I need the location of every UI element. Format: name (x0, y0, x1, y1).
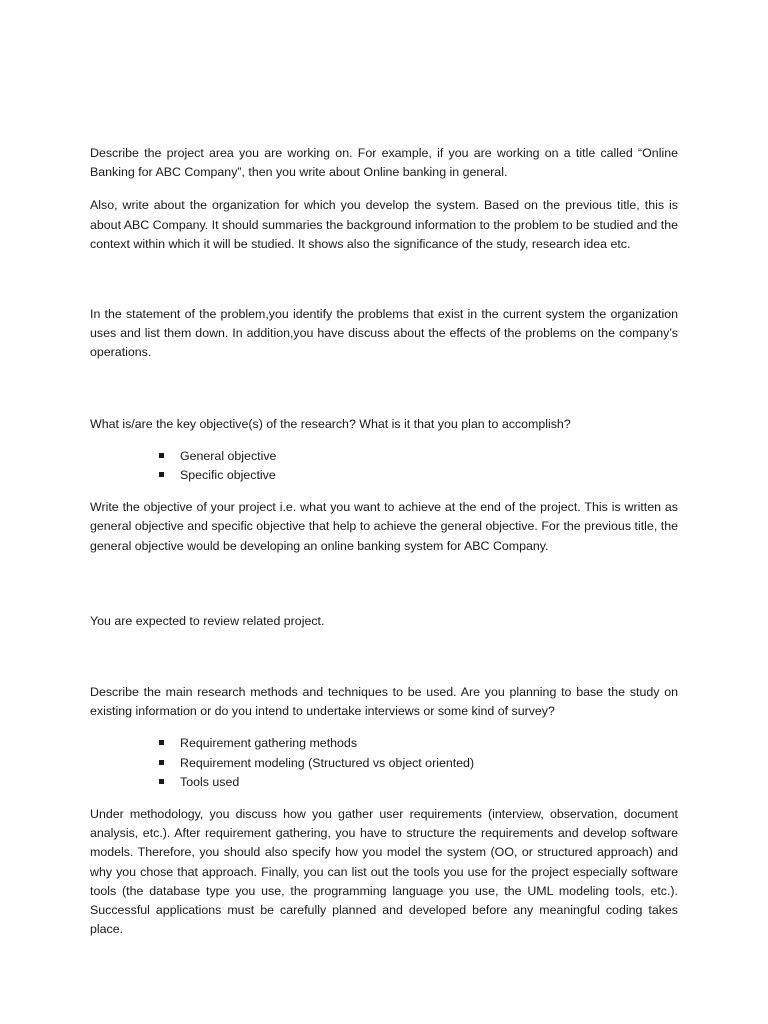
document-body (90, 144, 678, 939)
list-item-label: Requirement gathering methods (180, 736, 358, 751)
list-item (159, 754, 678, 773)
bullet-square-icon (159, 779, 164, 784)
bullet-square-icon (159, 760, 164, 765)
bullet-square-icon (159, 740, 164, 745)
list-item (159, 447, 678, 466)
objective-list (90, 447, 678, 485)
paragraph-objectives-question: What is/are the key objective(s) of the research? What is it that you plan to accomplish? (90, 416, 571, 431)
paragraph-organization: Also, write about the organization for which you develop the system. Based on the previous title, this is about ABC Company. It should summaries the background information to the problem to be studied and the context within which it will be studied. It shows also the significance of the study, research idea etc. (90, 198, 678, 251)
paragraph-research-methods: Describe the main research methods and techniques to be used. Are you planning to base the study on existing information or do you intend to undertake interviews or some kind of survey? (90, 685, 678, 719)
paragraph-objective-description: Write the objective of your project i.e. what you want to achieve at the end of the project. This is written as general objective and specific objective that help to achieve the general objective. For the previous title, the general objective would be developing an online banking system for ABC Company. (90, 500, 678, 553)
bullet-square-icon (159, 453, 164, 458)
list-item (159, 773, 678, 792)
list-item-label: Tools used (180, 774, 240, 789)
list-item-label: General objective (180, 448, 277, 463)
bullet-square-icon (159, 472, 164, 477)
paragraph-literature-review: You are expected to review related project. (90, 613, 325, 628)
paragraph-methodology: Under methodology, you discuss how you gather user requirements (interview, observation, document analysis, etc.). After requirement gathering, you have to structure the requirements and develop software models. Therefore, you should also specify how you model the system (OO, or structured approach) and why you chose that approach. Finally, you can list out the tools you use for the project especially software tools (the database type you use, the programming language you use, the UML modeling tools, etc.). Successful applications must be carefully planned and developed before any meaningful coding takes place. (90, 807, 678, 937)
paragraph-problem-statement: In the statement of the problem,you identify the problems that exist in the current system the organization uses and list them down. In addition,you have discuss about the effects of the problems on the company’s operations. (90, 307, 678, 360)
list-item (159, 466, 678, 485)
methods-list (90, 734, 678, 792)
list-item-label: Specific objective (180, 468, 276, 483)
paragraph-project-area: Describe the project area you are working on. For example, if you are working on a title called “Online Banking for ABC Company”, then you write about Online banking in general. (90, 146, 678, 180)
list-item (159, 734, 678, 753)
list-item-label: Requirement modeling (Structured vs object oriented) (180, 755, 475, 770)
